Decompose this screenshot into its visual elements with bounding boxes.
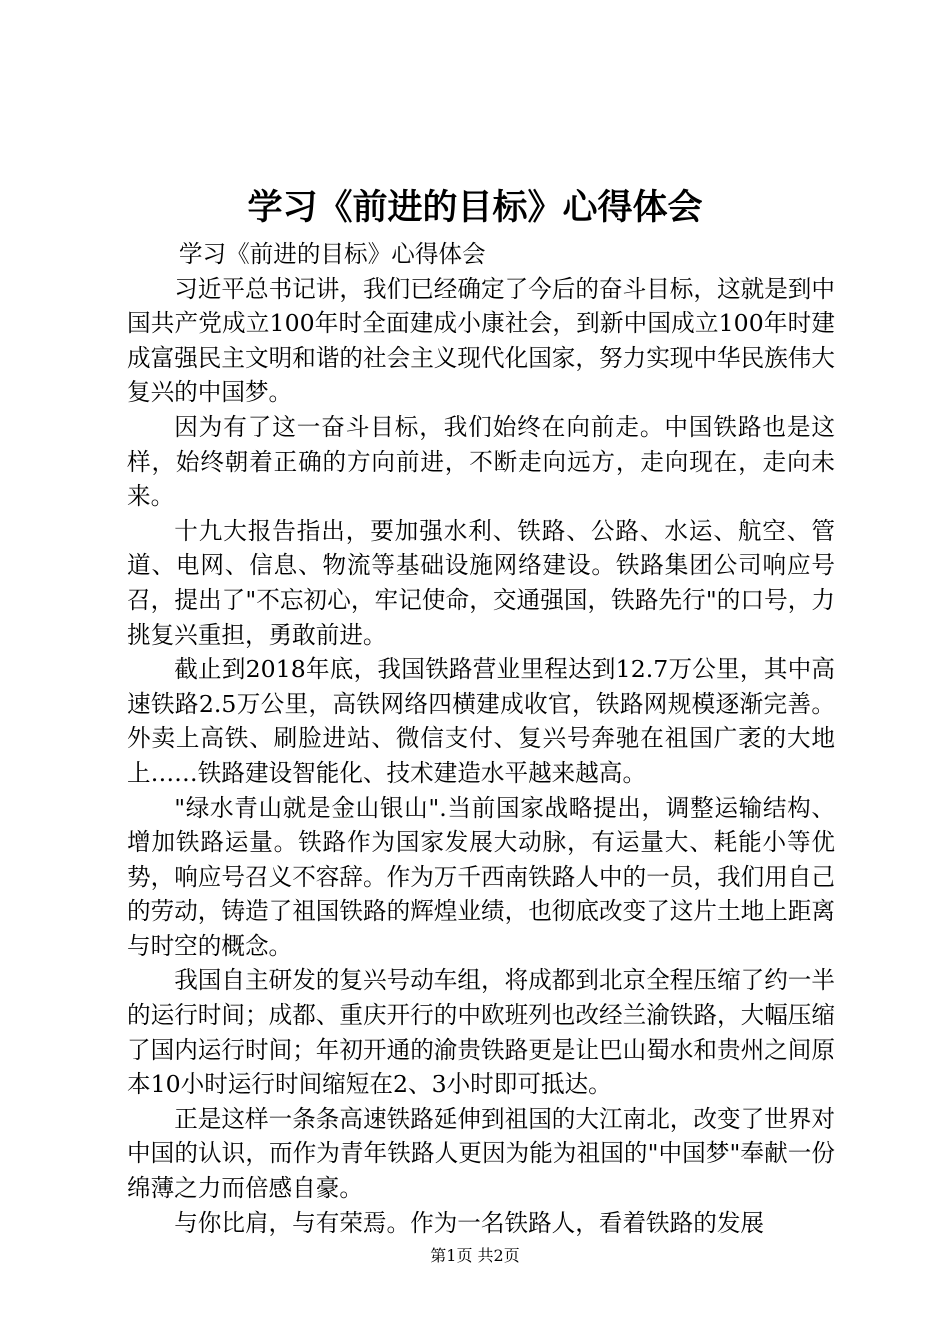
paragraph: 正是这样一条条高速铁路延伸到祖国的大江南北，改变了世界对中国的认识，而作为青年铁路人更因为能为祖国的"中国梦"奉献一份绵薄之力而倍感自豪。: [127, 1104, 835, 1203]
paragraph: 因为有了这一奋斗目标，我们始终在向前走。中国铁路也是这样，始终朝着正确的方向前进，不断走向远方，走向现在，走向未来。: [127, 412, 835, 511]
paragraph: 十九大报告指出，要加强水利、铁路、公路、水运、航空、管道、电网、信息、物流等基础设施网络建设。铁路集团公司响应号召，提出了"不忘初心，牢记使命，交通强国，铁路先行"的口号，力挑复兴重担，勇敢前进。: [127, 516, 835, 649]
paragraph: "绿水青山就是金山银山".当前国家战略提出，调整运输结构、增加铁路运量。铁路作为国家发展大动脉，有运量大、耗能小等优势，响应号召义不容辞。作为万千西南铁路人中的一员，我们用自己的劳动，铸造了祖国铁路的辉煌业绩，也彻底改变了这片土地上距离与时空的概念。: [127, 793, 835, 960]
document-title: 学习《前进的目标》心得体会: [247, 188, 703, 228]
paragraph: 学习《前进的目标》心得体会: [178, 240, 486, 268]
page-number-footer: 第1页 共2页: [430, 1246, 520, 1265]
paragraph: 我国自主研发的复兴号动车组，将成都到北京全程压缩了约一半的运行时间；成都、重庆开行的中欧班列也改经兰渝铁路，大幅压缩了国内运行时间；年初开通的渝贵铁路更是让巴山蜀水和贵州之间原本10小时运行时间缩短在2、3小时即可抵达。: [127, 966, 835, 1099]
paragraph: 与你比肩，与有荣焉。作为一名铁路人，看着铁路的发展: [174, 1208, 765, 1237]
paragraph: 习近平总书记讲，我们已经确定了今后的奋斗目标，这就是到中国共产党成立100年时全面建成小康社会，到新中国成立100年时建成富强民主文明和谐的社会主义现代化国家，努力实现中华民族伟大复兴的中国梦。: [127, 274, 835, 407]
document-body: [127, 237, 835, 1240]
paragraph: 截止到2018年底，我国铁路营业里程达到12.7万公里，其中高速铁路2.5万公里，高铁网络四横建成收官，铁路网规模逐渐完善。外卖上高铁、刷脸进站、微信支付、复兴号奔驰在祖国广袤的大地上……铁路建设智能化、技术建造水平越来越高。: [127, 655, 835, 787]
